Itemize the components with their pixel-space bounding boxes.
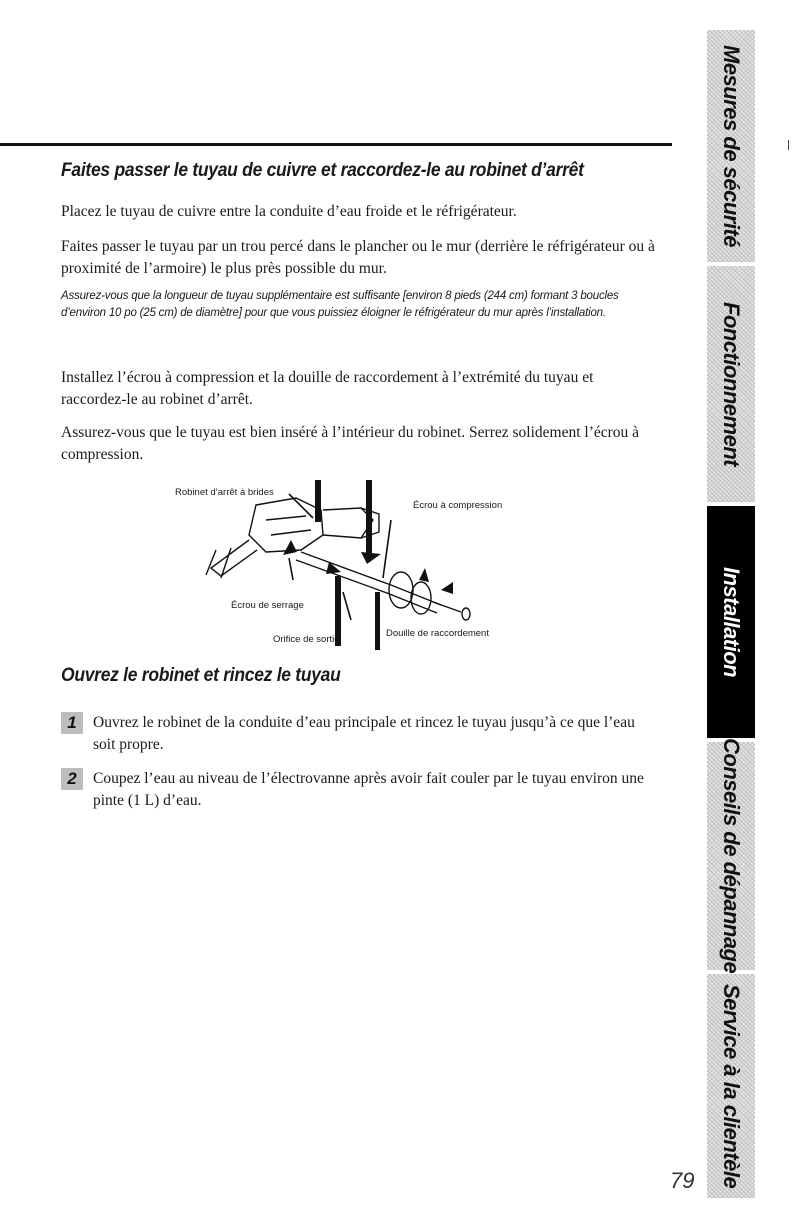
label-compression-nut: Écrou à compression — [413, 500, 503, 511]
tab-label: Fonctionnement — [719, 301, 744, 467]
step-text: Ouvrez le robinet de la conduite d’eau principale et rincez le tuyau jusqu’à ce que l’eau soit propre. — [93, 714, 635, 753]
valve-illustration — [61, 480, 661, 650]
tab-label: Installation — [719, 566, 744, 678]
header-rule — [0, 143, 672, 146]
tab-label: Conseils de dépannage — [719, 738, 744, 974]
tab-label: Service à la clientèle — [719, 983, 744, 1189]
label-flanged-valve: Robinet d’arrêt à brides — [175, 487, 274, 498]
step-item — [61, 768, 661, 812]
paragraph-tighten: Assurez-vous que le tuyau est bien inséré à l’intérieur du robinet. Serrez solidement l’écrou à compression. — [61, 424, 640, 463]
label-outlet: Orifice de sortie — [273, 634, 340, 645]
tab-safety[interactable] — [707, 30, 755, 262]
paragraph-place-tubing: Placez le tuyau de cuivre entre la conduite d’eau froide et le réfrigérateur. — [61, 203, 517, 220]
note-extra-length: Assurez-vous que la longueur de tuyau supplémentaire est suffisante [environ 8 pieds (244 cm) formant 3 boucles d’environ 10 po (25 cm) de diamètre] pour que vous puissiez éloigner le réfrigérateur du mur après l’installation. — [61, 290, 619, 319]
step-text: Coupez l’eau au niveau de l’électrovanne après avoir fait couler par le tuyau environ une pinte (1 L) d’eau. — [93, 770, 644, 809]
valve-diagram — [61, 480, 661, 650]
section-tabs — [707, 30, 755, 1198]
label-sleeve: Douille de raccordement — [386, 628, 489, 639]
tab-customer-service[interactable] — [707, 974, 755, 1198]
tab-operation[interactable] — [707, 266, 755, 502]
step-item — [61, 712, 661, 756]
paragraph-route-tubing: Faites passer le tuyau par un trou percé dans le plancher ou le mur (derrière le réfrigérateur ou à proximité de l’armoire) le plus près possible du mur. — [61, 238, 655, 277]
step-number-badge: 1 — [61, 712, 83, 734]
page-number: 79 — [670, 1168, 695, 1193]
tab-troubleshooting[interactable] — [707, 738, 755, 974]
tab-label: Mesures de sécurité — [719, 44, 744, 248]
step-number-badge: 2 — [61, 768, 83, 790]
section-title-copper-tubing: Faites passer le tuyau de cuivre et raccordez-le au robinet d’arrêt — [61, 160, 584, 181]
paragraph-install-nut: Installez l’écrou à compression et la douille de raccordement à l’extrémité du tuyau et raccordez-le au robinet d’arrêt. — [61, 369, 594, 408]
section-title-flush-tubing: Ouvrez le robinet et rincez le tuyau — [61, 665, 341, 686]
label-packing-nut: Écrou de serrage — [231, 600, 304, 611]
edge-mark — [788, 140, 789, 150]
tab-installation[interactable] — [707, 506, 755, 738]
